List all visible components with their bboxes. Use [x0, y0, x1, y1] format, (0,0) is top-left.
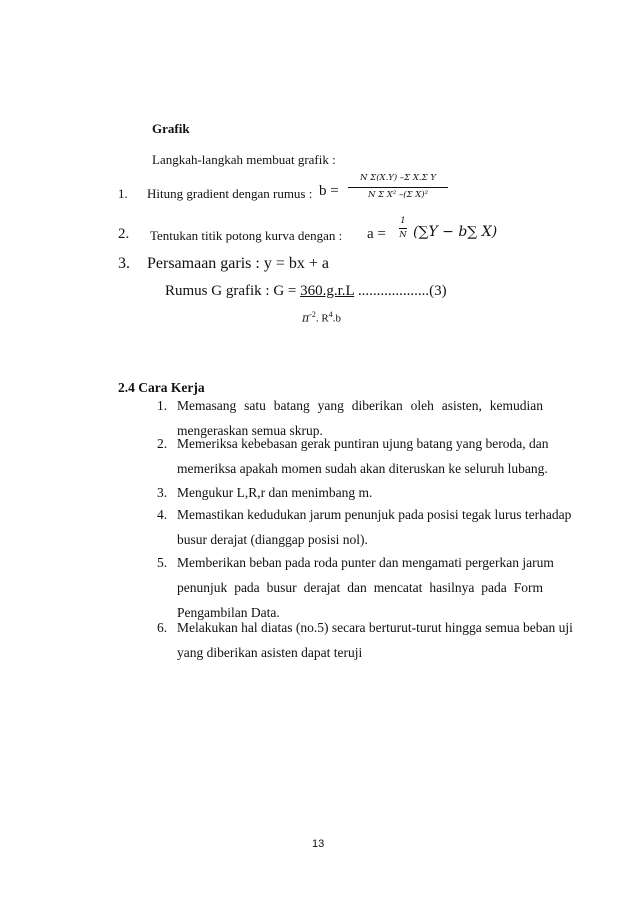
- step3-number: 3.: [118, 255, 130, 272]
- step-number: 4.: [157, 507, 168, 522]
- r-exponent: 4: [328, 310, 333, 319]
- step1-text: Hitung gradient dengan rumus :: [147, 186, 313, 201]
- step-text-line: Memberikan beban pada roda punter dan mengamati pergerkan jarum: [177, 555, 554, 570]
- gradient-denominator: N Σ X² –(Σ X)²: [367, 190, 429, 200]
- step-text-line: busur derajat (dianggap posisi nol).: [177, 532, 368, 547]
- step2-number: 2.: [118, 226, 130, 242]
- step-text-line: Pengambilan Data.: [177, 605, 280, 620]
- cara-kerja-heading: 2.4 Cara Kerja: [118, 380, 205, 395]
- step-text-line: Memeriksa kebebasan gerak puntiran ujung batang yang beroda, dan: [177, 436, 549, 451]
- den-mid: . R: [315, 312, 329, 325]
- grafik-intro: Langkah-langkah membuat grafik :: [152, 152, 336, 167]
- step1-b-eq: b =: [319, 183, 339, 199]
- pi-symbol: π: [302, 311, 310, 325]
- rumus-numerator: 360.g.r.L: [300, 283, 355, 299]
- step-text-line: yang diberikan asisten dapat teruji: [177, 645, 363, 660]
- pi-exponent: -2: [309, 310, 316, 319]
- step3-text: Persamaan garis : y = bx + a: [147, 255, 329, 272]
- step-text-line: Mengukur L,R,r dan menimbang m.: [177, 485, 373, 500]
- step-text-line: penunjuk pada busur derajat dan mencatat hasilnya pada Form: [177, 580, 543, 595]
- step-number: 3.: [157, 485, 168, 500]
- page-number: 13: [312, 838, 325, 850]
- step-number: 6.: [157, 620, 168, 635]
- step-text-line: Melakukan hal diatas (no.5) secara berturut-turut hingga semua beban uji: [177, 620, 573, 635]
- step-number: 1.: [157, 398, 168, 413]
- rumus-prefix: Rumus G grafik : G =: [165, 283, 301, 299]
- step2-text: Tentukan titik potong kurva dengan :: [150, 228, 343, 243]
- intercept-frac-den: N: [399, 230, 407, 240]
- grafik-heading: Grafik: [152, 121, 190, 136]
- intercept-fraction-line: [399, 228, 407, 229]
- step-number: 2.: [157, 436, 168, 451]
- step1-number: 1.: [118, 186, 128, 201]
- step-text-line: Memastikan kedudukan jarum penunjuk pada posisi tegak lurus terhadap: [177, 507, 572, 522]
- step-text-line: mengeraskan semua skrup.: [177, 423, 323, 438]
- rumus-denominator: [302, 310, 341, 325]
- step2-a-eq: a =: [367, 226, 386, 242]
- step-text-line: Memasang satu batang yang diberikan oleh asisten, kemudian: [177, 398, 543, 413]
- den-end: .b: [332, 312, 341, 325]
- rumus-suffix: ...................(3): [354, 283, 447, 299]
- rumus-g-line: [165, 283, 447, 300]
- step-text-line: memeriksa apakah momen sudah akan diteruskan ke seluruh lubang.: [177, 461, 548, 476]
- intercept-expression: (∑Y − b∑ X): [413, 224, 498, 240]
- intercept-frac-num: 1: [400, 216, 406, 226]
- gradient-fraction-line: [348, 187, 448, 188]
- gradient-numerator: N Σ(X.Y) –Σ X.Σ Y: [360, 173, 436, 183]
- step-number: 5.: [157, 555, 168, 570]
